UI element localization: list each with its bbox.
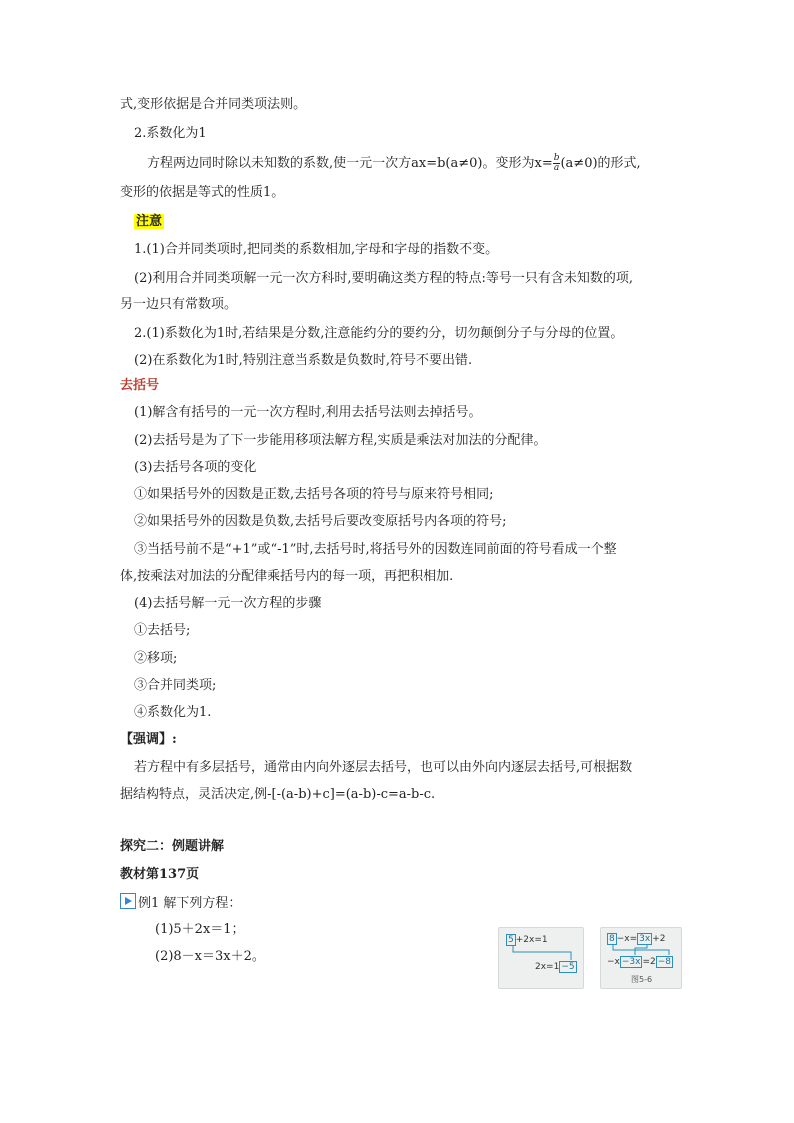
bracket-heading: 去括号 xyxy=(120,378,160,393)
example-label xyxy=(120,893,241,913)
explore-heading: 探究二：例题讲解 xyxy=(120,839,225,854)
example-label-text: 例1 解下列方程： xyxy=(138,896,242,911)
fig2-top-box-1: 8 xyxy=(609,934,615,944)
subheading-coefficient: 2.系数化为1 xyxy=(134,126,207,141)
emphasis-text: 据结构特点，灵活决定,例-[-(a-b)+c]=(a-b)-c=a-b-c. xyxy=(120,787,436,802)
fraction-numerator: b xyxy=(553,153,560,163)
fig1-bottom-box: −5 xyxy=(561,962,575,972)
play-icon xyxy=(120,893,136,909)
note-heading xyxy=(134,213,164,231)
bracket-item: (4)去括号解一元一次方程的步骤 xyxy=(134,596,322,611)
note-item: 1.(1)合并同类项时,把同类的系数相加,字母和字母的指数不变。 xyxy=(134,242,499,257)
fig2-bottom-box-2: −8 xyxy=(657,957,672,967)
textbook-page-ref: 教材第137页 xyxy=(120,867,200,882)
fig1-bottom-equation xyxy=(535,962,577,972)
fig1-top-rest: +2x=1 xyxy=(515,935,548,945)
paragraph-coefficient-text: 方程两边同时除以未知数的系数,使一元一次方ax=b(a≠0)。变形为x= xyxy=(147,156,553,171)
bracket-item: (1)解含有括号的一元一次方程时,利用去括号法则去掉括号。 xyxy=(134,405,482,420)
bracket-item: ③当括号前不是“+1”或“-1”时,去括号时,将括号外的因数连同前面的符号看成一个整 xyxy=(134,542,617,557)
paragraph-coefficient-basis: 变形的依据是等式的性质1。 xyxy=(120,185,285,200)
paragraph-coefficient xyxy=(147,154,641,173)
fig2-top-mid: −x= xyxy=(616,934,638,944)
paragraph-coefficient-tail: (a≠0)的形式, xyxy=(560,156,641,171)
fraction-denominator: a xyxy=(553,163,560,173)
note-item: 另一边只有常数项。 xyxy=(120,297,238,312)
fig2-bottom-lhs: −x xyxy=(607,957,620,967)
step-item: ①去括号; xyxy=(134,623,191,638)
transposition-figure-2 xyxy=(600,927,682,989)
fig1-top-equation xyxy=(506,935,548,945)
bracket-item: (3)去括号各项的变化 xyxy=(134,460,257,475)
bracket-item: ①如果括号外的因数是正数,去括号各项的符号与原来符号相同; xyxy=(134,487,494,502)
equation: (2)8－x＝3x＋2。 xyxy=(155,949,265,964)
step-item: ④系数化为1. xyxy=(134,705,212,720)
paragraph-continuation: 式,变形依据是合并同类项法则。 xyxy=(120,97,307,112)
emphasis-heading: 【强调】: xyxy=(120,732,177,747)
fig2-bottom-box-1: −3x xyxy=(621,957,641,967)
fig2-top-rest: +2 xyxy=(652,934,666,944)
note-item: (2)利用合并同类项解一元一次方科时,要明确这类方程的特点:等号一只有含未知数的项, xyxy=(134,271,634,286)
fig2-bottom-equation xyxy=(607,957,673,967)
fig1-bottom-lhs: 2x=1 xyxy=(535,962,560,972)
equation: (1)5＋2x＝1； xyxy=(155,922,245,937)
fig2-bottom-mid: =2 xyxy=(642,957,656,967)
emphasis-text: 若方程中有多层括号，通常由内向外逐层去括号，也可以由外向内逐层去括号,可根据数 xyxy=(134,760,633,775)
step-item: ②移项; xyxy=(134,651,178,666)
fig2-caption: 图5-6 xyxy=(631,975,653,984)
transposition-figure-1 xyxy=(498,927,584,989)
fig2-top-equation xyxy=(607,934,666,944)
bracket-item: (2)去括号是为了下一步能用移项法解方程,实质是乘法对加法的分配律。 xyxy=(134,433,547,448)
note-item: (2)在系数化为1时,特别注意当系数是负数时,符号不要出错. xyxy=(134,353,473,368)
step-item: ③合并同类项; xyxy=(134,678,217,693)
bracket-item: 体,按乘法对加法的分配律乘括号内的每一项，再把积相加. xyxy=(120,569,454,584)
note-item: 2.(1)系数化为1时,若结果是分数,注意能约分的要约分，切勿颠倒分子与分母的位置。 xyxy=(134,326,624,341)
note-title: 注意 xyxy=(136,214,163,229)
fig2-top-box-2: 3x xyxy=(639,934,651,944)
fig1-top-box: 5 xyxy=(508,935,514,945)
bracket-item: ②如果括号外的因数是负数,去括号后要改变原括号内各项的符号; xyxy=(134,514,507,529)
